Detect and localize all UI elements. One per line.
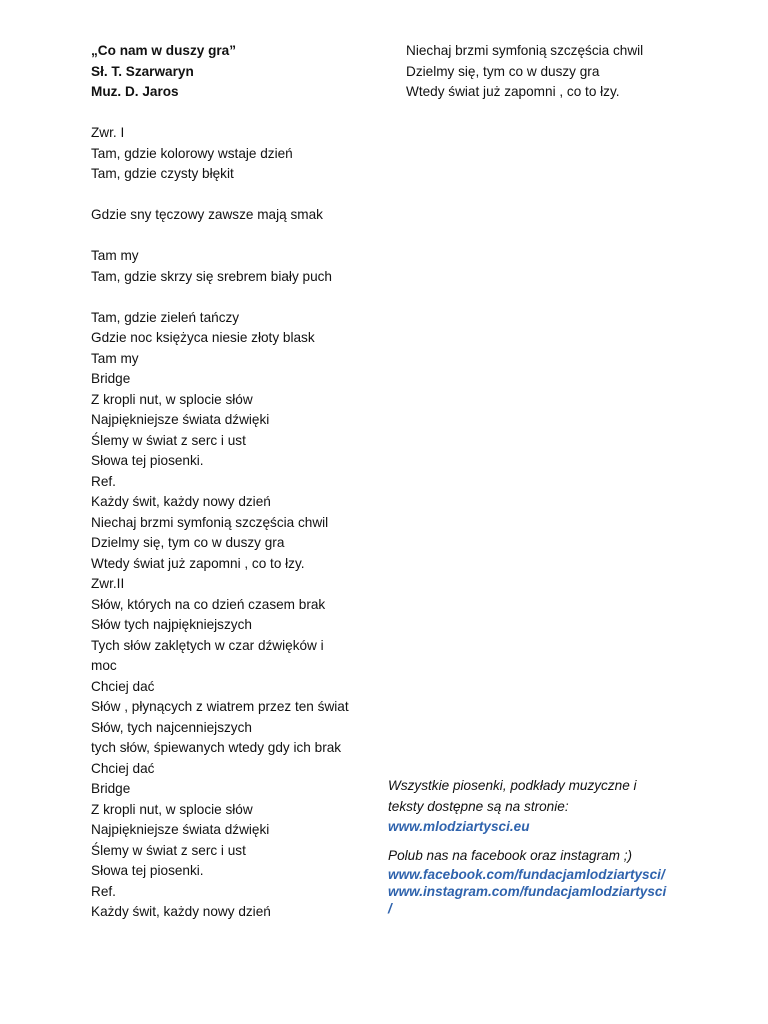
- lyric-line: Każdy świt, każdy nowy dzień: [91, 904, 271, 919]
- facebook-link[interactable]: www.facebook.com/fundacjamlodziartysci/: [388, 867, 665, 882]
- lyric-line: Najpiękniejsze świata dźwięki: [91, 822, 270, 837]
- lyric-line: Gdzie sny tęczowy zawsze mają smak: [91, 207, 323, 222]
- lyric-line: Bridge: [91, 781, 131, 796]
- lyrics-lines: [91, 123, 376, 923]
- footer-text-line-1: Wszystkie piosenki, podkłady muzyczne i: [388, 778, 637, 793]
- spacer: [91, 185, 376, 206]
- lyric-line: Tych słów zaklętych w czar dźwięków i: [91, 637, 324, 653]
- lyric-line: Bridge: [91, 371, 131, 386]
- lyric-line: Z kropli nut, w splocie słów: [91, 801, 253, 817]
- lyric-line: Słowa tej piosenki.: [91, 863, 204, 878]
- lyric-line: Słowa tej piosenki.: [91, 453, 204, 468]
- lyric-line: Zwr.II: [91, 576, 125, 591]
- footer-info: [388, 776, 688, 917]
- social-intro: Polub nas na facebook oraz instagram ;): [388, 847, 633, 863]
- lyrics-lines-continued: [406, 41, 726, 103]
- lyric-line: Tam my: [91, 350, 139, 366]
- lyric-line: Słów , płynących z wiatrem przez ten świat: [91, 699, 349, 714]
- song-title: „Co nam w duszy gra”: [91, 43, 237, 58]
- footer-text-line-2: teksty dostępne są na stronie:: [388, 798, 569, 814]
- lyric-line: Słów, których na co dzień czasem brak: [91, 596, 326, 612]
- lyric-line: Najpiękniejsze świata dźwięki: [91, 412, 270, 427]
- lyric-line: Niechaj brzmi symfonią szczęścia chwil: [91, 514, 329, 530]
- lyric-line: Każdy świt, każdy nowy dzień: [91, 494, 271, 509]
- instagram-link[interactable]: www.instagram.com/fundacjamlodziartysci: [388, 884, 667, 899]
- lyric-line: Dzielmy się, tym co w duszy gra: [406, 63, 600, 79]
- lyric-line: Słów, tych najcenniejszych: [91, 719, 252, 735]
- lyric-line: Zwr. I: [91, 125, 125, 140]
- lyric-line: Chciej dać: [91, 760, 155, 776]
- lyric-line: Chciej dać: [91, 678, 155, 694]
- lyric-line: Tam, gdzie czysty błękit: [91, 166, 234, 181]
- lyric-line: moc: [91, 658, 117, 673]
- spacer: [91, 287, 376, 308]
- lyricist-credit: Sł. T. Szarwaryn: [91, 63, 194, 79]
- lyric-line: tych słów, śpiewanych wtedy gdy ich brak: [91, 740, 342, 755]
- lyric-line: Ref.: [91, 473, 116, 489]
- lyric-line: Tam, gdzie skrzy się srebrem biały puch: [91, 268, 332, 284]
- lyric-line: Z kropli nut, w splocie słów: [91, 391, 253, 407]
- lyric-line: Tam, gdzie zieleń tańczy: [91, 309, 240, 325]
- lyric-line: Niechaj brzmi symfonią szczęścia chwil: [406, 43, 644, 58]
- composer-credit: Muz. D. Jaros: [91, 84, 179, 99]
- lyrics-right-column: [406, 41, 726, 103]
- spacer: [91, 103, 376, 124]
- spacer: [388, 838, 688, 846]
- lyric-line: Ref.: [91, 883, 116, 899]
- lyric-line: Tam my: [91, 248, 139, 263]
- website-link[interactable]: www.mlodziartysci.eu: [388, 819, 530, 834]
- lyrics-left-column: [91, 41, 376, 923]
- lyric-line: Wtedy świat już zapomni , co to łzy.: [406, 84, 620, 99]
- lyric-line: Tam, gdzie kolorowy wstaje dzień: [91, 145, 293, 161]
- lyric-line: Gdzie noc księżyca niesie złoty blask: [91, 330, 315, 345]
- lyric-line: Ślemy w świat z serc i ust: [91, 842, 246, 858]
- lyric-line: Dzielmy się, tym co w duszy gra: [91, 535, 285, 550]
- lyric-line: Ślemy w świat z serc i ust: [91, 432, 246, 448]
- lyric-line: Słów tych najpiękniejszych: [91, 617, 252, 632]
- instagram-link-continuation[interactable]: /: [388, 901, 392, 916]
- lyric-line: Wtedy świat już zapomni , co to łzy.: [91, 555, 305, 571]
- spacer: [91, 226, 376, 247]
